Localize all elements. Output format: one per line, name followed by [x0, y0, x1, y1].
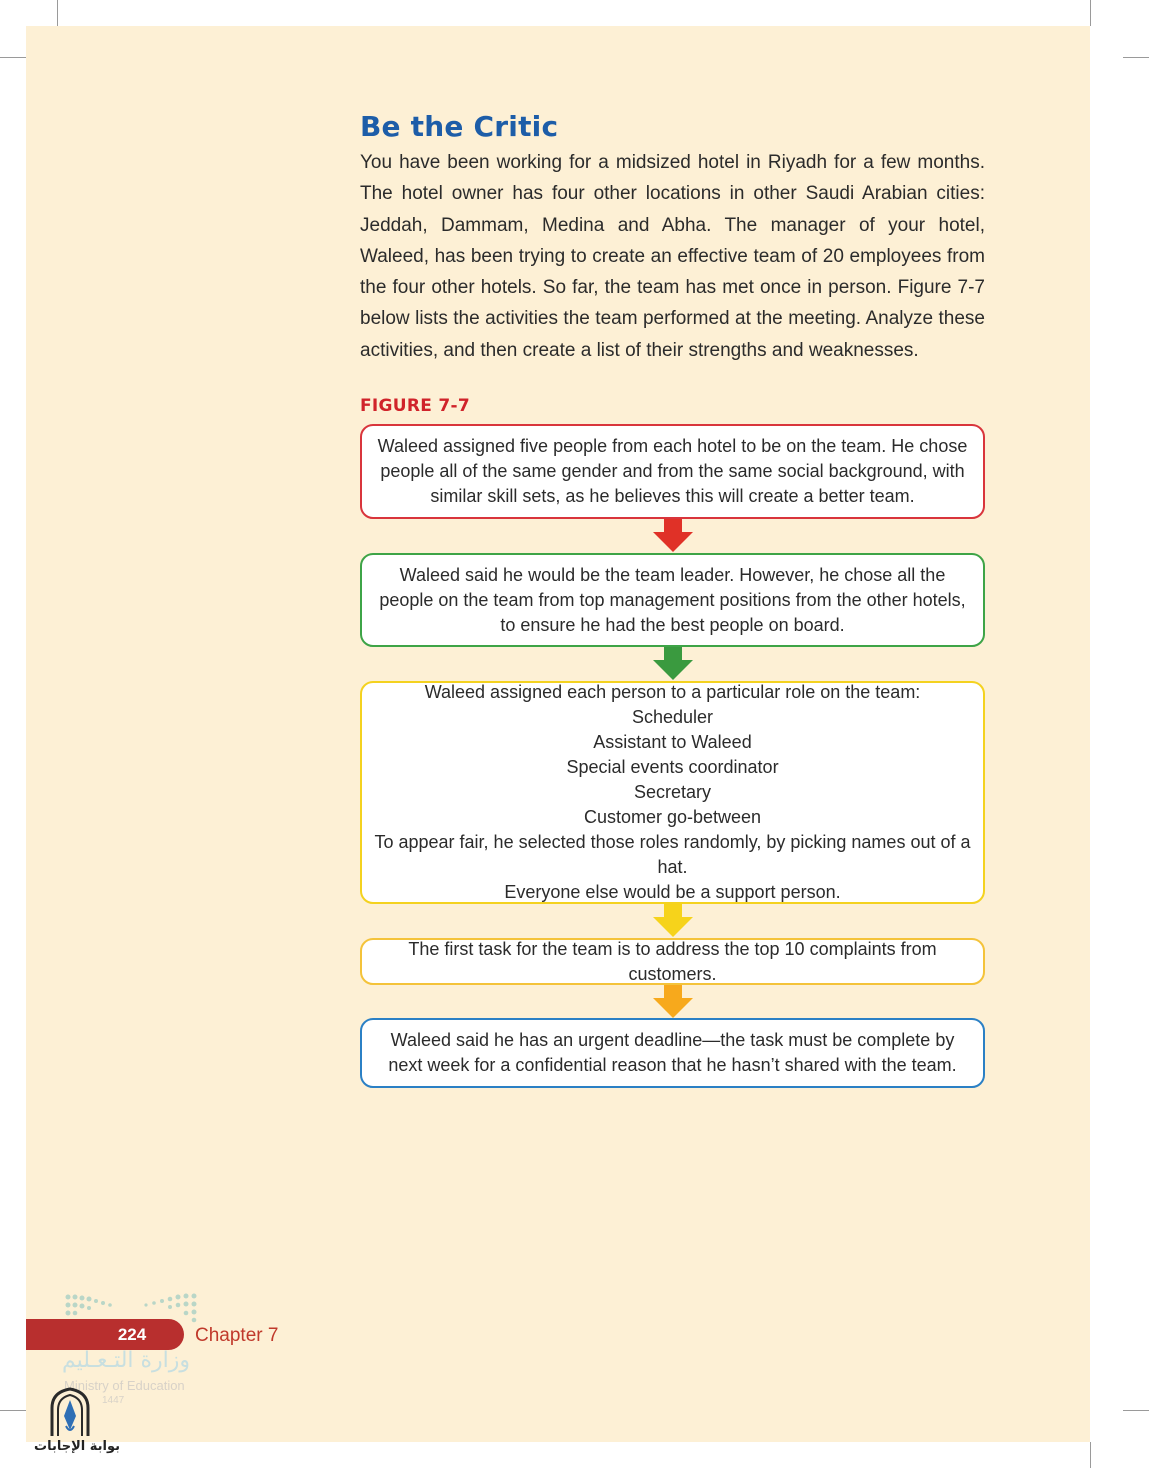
intro-paragraph: You have been working for a midsized hotel in Riyadh for a few months. The hotel owner has four other locations in other Saudi Arabian cities: Jeddah, Dammam, Medina and Abha. The manager of your hotel, Waleed, has been trying to create an effective team of 20 employees from the four other hotels. So far, the team has met once in person. Figure 7-7 below lists the activities the team performed at the meeting. Analyze these activities, and then create a list of their strengths and weaknesses. [360, 152, 985, 361]
crop-mark [0, 1410, 26, 1411]
flow-box-2 [360, 553, 985, 647]
flow-box-4 [360, 938, 985, 985]
arrow-down-red [653, 519, 693, 552]
ministry-arabic-name: وزارة التـعـليم [62, 1348, 191, 1373]
crop-mark [1123, 1410, 1149, 1411]
portal-name: بوابة الإجابات [34, 1439, 120, 1454]
figure-label: FIGURE 7-7 [360, 396, 471, 416]
roles-intro: Waleed assigned each person to a particular role on the team: [424, 682, 921, 702]
flow-box-3 [360, 681, 985, 904]
arrow-down-orange [653, 985, 693, 1018]
crop-mark [1090, 1442, 1091, 1468]
flow-box-5-text: Waleed said he has an urgent deadline—the task must be complete by next week for a confidential reason that he hasn’t shared with the team. [388, 1030, 957, 1075]
portal-logo-icon [46, 1386, 94, 1438]
fair-note: To appear fair, he selected those roles randomly, by picking names out of a hat. [374, 832, 971, 877]
chapter-tab [26, 1319, 184, 1350]
arrow-down-icon [652, 985, 694, 1019]
arrow-down-icon [652, 904, 694, 938]
support-note: Everyone else would be a support person. [504, 882, 841, 902]
flow-box-5 [360, 1018, 985, 1088]
chapter-label: Chapter 7 [195, 1325, 279, 1346]
arrow-down-yellow [653, 904, 693, 937]
arrow-down-icon [652, 647, 694, 681]
flow-box-4-text: The first task for the team is to address the top 10 complaints from customers. [408, 938, 937, 984]
arrow-down-green [653, 647, 693, 680]
ministry-year: 1447 [102, 1395, 125, 1406]
crop-mark [0, 57, 26, 58]
role-item: Assistant to Waleed [593, 732, 752, 752]
ministry-english-name: Ministry of Education [64, 1378, 185, 1393]
crop-mark [57, 0, 58, 26]
role-item: Special events coordinator [566, 757, 779, 777]
arrow-down-icon [652, 519, 694, 553]
role-item: Scheduler [631, 707, 714, 727]
role-item: Secretary [633, 782, 712, 802]
crop-mark [1090, 0, 1091, 26]
flow-box-1 [360, 424, 985, 519]
flow-box-1-text: Waleed assigned five people from each hotel to be on the team. He chose people all of the same gender and from the same social background, with similar skill sets, as he believes this will create a better team. [377, 436, 968, 506]
crop-mark [1123, 57, 1149, 58]
flow-box-2-text: Waleed said he would be the team leader. However, he chose all the people on the team from top management positions from the other hotels, to ensure he had the best people on board. [379, 564, 966, 635]
page-number: 224 [117, 1325, 147, 1344]
role-item: Customer go-between [583, 807, 762, 827]
section-title: Be the Critic [360, 110, 559, 143]
